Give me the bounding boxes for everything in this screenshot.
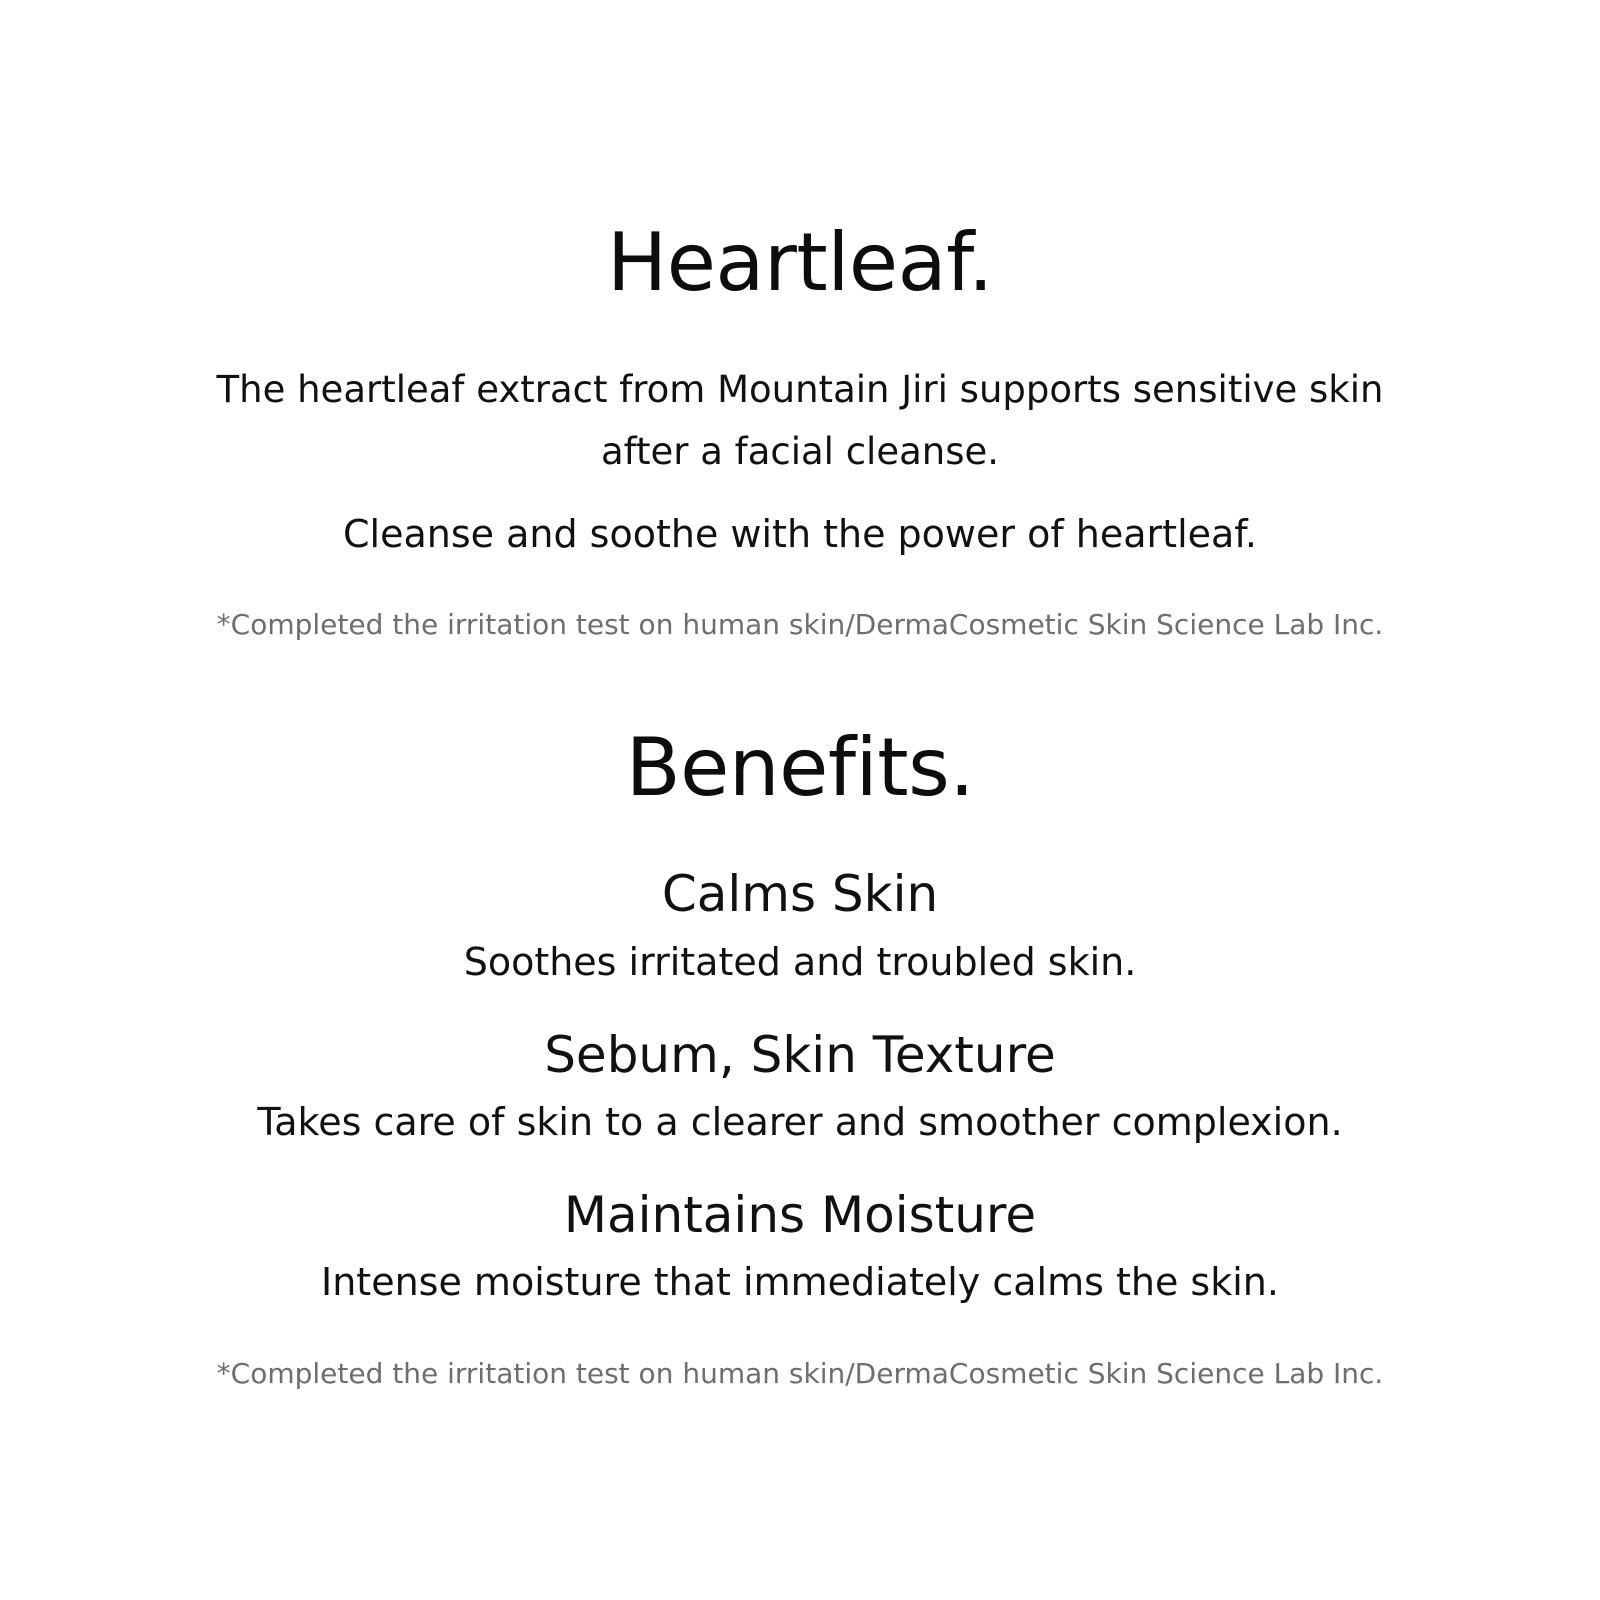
heartleaf-footnote: *Completed the irritation test on human skin/DermaCosmetic Skin Science Lab Inc.	[216, 608, 1384, 641]
benefit-title: Maintains Moisture	[563, 1186, 1037, 1244]
benefits-title: Benefits.	[625, 721, 975, 814]
heartleaf-tagline: Cleanse and soothe with the power of heartleaf.	[343, 512, 1257, 556]
benefit-title: Calms Skin	[661, 865, 939, 923]
benefit-description: Takes care of skin to a clearer and smoother complexion.	[257, 1100, 1343, 1144]
benefits-footnote: *Completed the irritation test on human skin/DermaCosmetic Skin Science Lab Inc.	[216, 1357, 1384, 1390]
heartleaf-description-line-1: The heartleaf extract from Mountain Jiri supports sensitive skin	[216, 368, 1384, 411]
benefit-description: Soothes irritated and troubled skin.	[463, 940, 1137, 984]
heartleaf-title: Heartleaf.	[607, 216, 993, 309]
benefit-description: Intense moisture that immediately calms the skin.	[321, 1260, 1279, 1304]
benefit-title: Sebum, Skin Texture	[544, 1026, 1056, 1084]
heartleaf-description-line-2: after a facial cleanse.	[600, 430, 1000, 473]
